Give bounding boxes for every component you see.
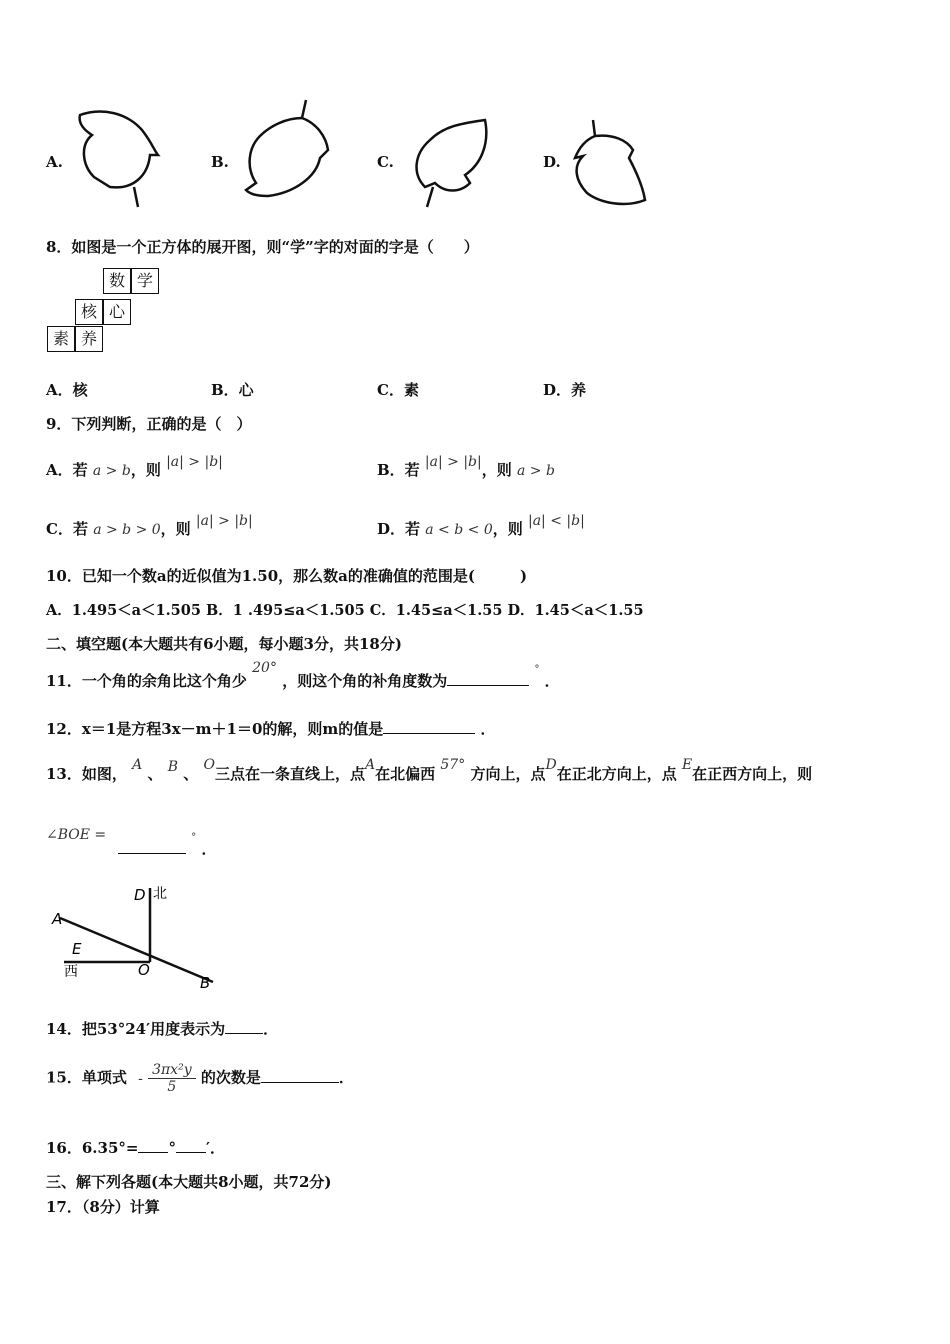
answer-blank[interactable] xyxy=(118,839,186,854)
net-cell: 心 xyxy=(103,299,131,325)
direction-diagram xyxy=(48,880,228,995)
label-a: A xyxy=(52,910,63,928)
q8-option-a: A．核 xyxy=(46,381,88,399)
section-3-heading: 三、解下列各题(本大题共8小题，共72分) xyxy=(46,1173,332,1191)
q8-option-c: C．素 xyxy=(377,381,419,399)
q17: 17．（8分）计算 xyxy=(46,1198,160,1216)
q9-option-b: B．若 |a| > |b|，则 a > b xyxy=(377,454,555,479)
leaf-b-image xyxy=(238,98,333,208)
q15: 15．单项式 - $\frac{\text{3πx²y}}{5}$ 的次数是 ． xyxy=(46,1062,354,1095)
q11: 11．一个角的余角比这个角少 20° ，则这个角的补角度数为 ° ． xyxy=(46,660,560,690)
q9-stem: 9．下列判断，正确的是（ ） xyxy=(46,415,252,433)
answer-blank[interactable] xyxy=(447,671,529,686)
q12: 12．x＝1是方程3x－m＋1＝0的解，则m的值是 ． xyxy=(46,720,496,738)
q14: 14．把53°24′用度表示为 ． xyxy=(46,1020,279,1038)
q10-options: A．1.495＜a＜1.505 B．1 .495≤a＜1.505 C．1.45≤a＜1.55 D．1.45＜a＜1.55 xyxy=(46,602,644,619)
q9-option-c: C．若 a > b > 0，则 |a| > |b| xyxy=(46,513,253,538)
label-b: B xyxy=(200,974,211,992)
answer-blank[interactable] xyxy=(225,1019,263,1034)
label-d: D xyxy=(134,886,146,904)
answer-blank[interactable] xyxy=(383,719,475,734)
degree-blank[interactable] xyxy=(138,1138,168,1153)
leaf-c-image xyxy=(405,115,500,210)
q16: 16．6.35°= ° ′． xyxy=(46,1139,225,1157)
q9-option-a: A．若 a > b，则 |a| > |b| xyxy=(46,454,223,479)
label-e: E xyxy=(72,940,82,958)
q10-stem: 10．已知一个数a的近似值为1.50，那么数a的准确值的范围是( ) xyxy=(46,567,528,585)
net-cell: 素 xyxy=(47,326,75,352)
q7-option-b-label: B. xyxy=(211,153,229,171)
section-2-heading: 二、填空题(本大题共有6小题，每小题3分，共18分) xyxy=(46,635,402,653)
label-west: 西 xyxy=(64,964,78,980)
leaf-d-image xyxy=(565,118,650,213)
net-cell: 学 xyxy=(131,268,159,294)
q13: 13．如图， A 、 B 、 O三点在一条直线上，点A在北偏西 57° 方向上，点D在正北方向上，点 E在正西方向上，则 xyxy=(46,757,813,783)
monomial-fraction: $\frac{\text{3πx²y}}{5}$ xyxy=(148,1062,196,1095)
q9-option-d: D．若 a < b < 0，则 |a| < |b| xyxy=(377,513,585,538)
q8-option-b: B．心 xyxy=(211,381,254,399)
answer-blank[interactable] xyxy=(261,1068,339,1083)
q7-option-c-label: C. xyxy=(377,153,394,171)
q13-answer-line: ∠BOE = xyxy=(46,827,107,843)
q13-answer-blank-row: ° ． xyxy=(118,838,216,859)
q8-option-d: D．养 xyxy=(543,381,587,399)
label-north: 北 xyxy=(153,886,167,902)
minute-blank[interactable] xyxy=(176,1138,206,1153)
net-cell: 核 xyxy=(75,299,103,325)
net-cell: 养 xyxy=(75,326,103,352)
label-o: O xyxy=(138,961,150,979)
leaf-a-image xyxy=(72,105,167,210)
q8-stem: 8．如图是一个正方体的展开图，则“学”字的对面的字是（ ） xyxy=(46,238,479,256)
q7-option-a-label: A. xyxy=(46,153,63,171)
net-cell: 数 xyxy=(103,268,131,294)
q7-option-d-label: D. xyxy=(543,153,561,171)
